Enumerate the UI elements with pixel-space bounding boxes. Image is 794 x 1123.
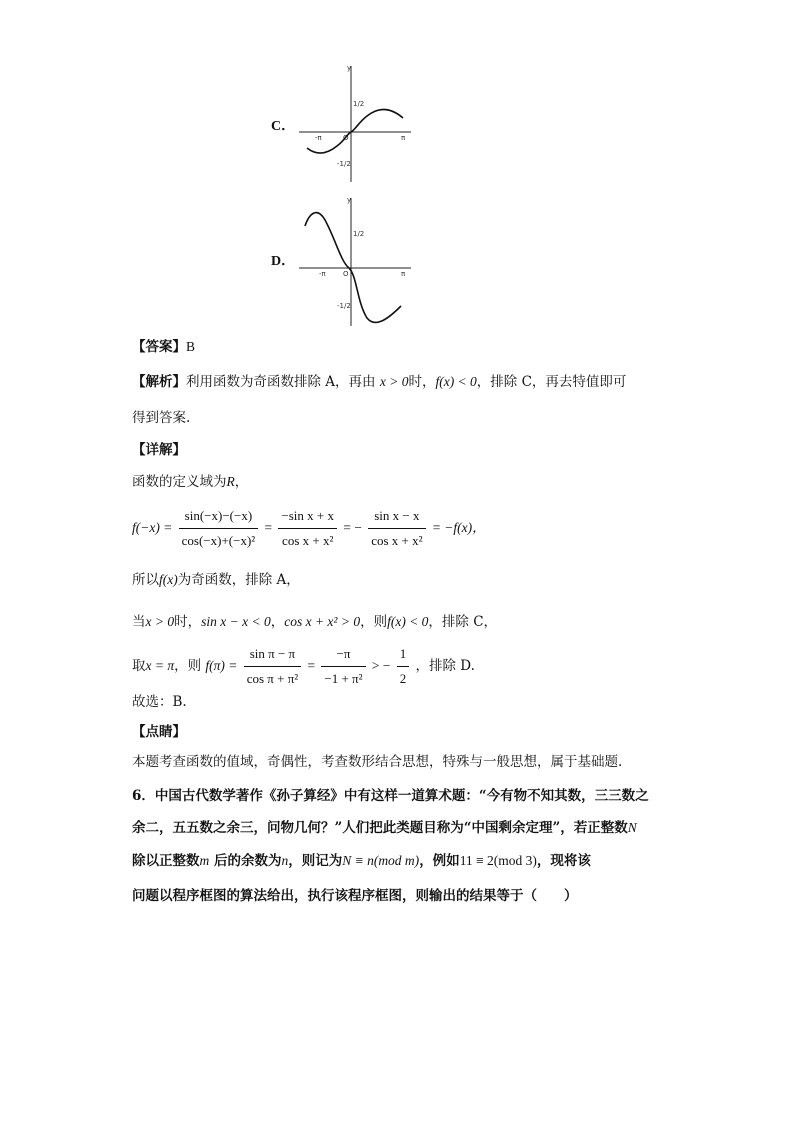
q6-l3-e: ，现将该 (536, 853, 591, 869)
detail-take (132, 644, 475, 689)
c-ypos-label: 1/2 (353, 100, 365, 108)
when-c1: sin x − x < 0 (201, 614, 271, 629)
d-origin-label: O (343, 270, 349, 278)
when-sep: ， (270, 614, 285, 630)
take-eq: = (307, 658, 316, 673)
odd-text-a: 所以 (132, 572, 159, 588)
d-y-label: y (347, 196, 352, 204)
take-b: ，则 (174, 658, 202, 674)
take-f: f(π) = (205, 658, 238, 673)
when-c2: cos x + x² > 0 (284, 614, 361, 629)
analysis-text-a: 利用函数为奇函数排除 A，再由 (186, 374, 376, 390)
q6-l3-c: ，则记为 (288, 853, 343, 869)
when-c: ，则 (360, 614, 388, 630)
eq-f3-num: sin x − x (368, 506, 425, 529)
domain-end: ， (234, 474, 249, 490)
odd-text-b: 为奇函数，排除 A， (177, 572, 300, 588)
when-a: 当 (132, 614, 146, 630)
d-yneg-label: -1/2 (337, 302, 351, 310)
take-f3-num: 1 (397, 644, 410, 667)
detail-odd (132, 570, 300, 590)
c-curve (307, 110, 403, 154)
when-f: f(x) < 0 (387, 614, 429, 629)
take-fraction-1 (244, 644, 301, 689)
q6-l3-b: 后的余数为 (213, 853, 282, 869)
take-f1-den: cos π + π² (246, 671, 299, 686)
d-ypos-label: 1/2 (353, 230, 365, 238)
eq-lhs: f(−x) = (132, 520, 173, 535)
q6-line-2 (132, 818, 637, 838)
eq-f3-den: cos x + x² (371, 533, 423, 548)
option-c-graph (297, 60, 415, 185)
take-f3-den: 2 (399, 671, 407, 686)
d-xpos-label: π (401, 270, 406, 278)
domain-R: R (226, 474, 235, 489)
q6-line2-text: 余二，五五数之余三，问物几何？”人们把此类题目称为“中国剩余定理”，若正整数 (132, 820, 628, 836)
q6-n: n (281, 853, 289, 868)
option-d-graph (297, 192, 415, 330)
c-xneg-label: -π (315, 134, 322, 142)
answer-value: B (186, 339, 196, 354)
detail-label: 【详解】 (132, 442, 186, 458)
q6-l3-d: ，例如 (419, 853, 460, 869)
eq-fraction-1 (179, 506, 259, 551)
q6-line-4: 问题以程序框图的算法给出，执行该程序框图，则输出的结果等于（ ） (132, 888, 578, 904)
take-fraction-2 (321, 644, 365, 689)
option-d-label: D． (271, 254, 296, 269)
take-gt: > − (371, 658, 391, 673)
take-c: ，排除 D. (415, 658, 475, 674)
q6-expr: N ≡ n(mod m) (342, 853, 420, 868)
eq-f2-num: −sin x + x (278, 506, 337, 529)
detail-domain (132, 472, 248, 492)
eq-f1-num: sin(−x)−(−x) (179, 506, 259, 529)
odd-f: f(x) (159, 572, 178, 587)
eq-f2-den: cos x + x² (282, 533, 334, 548)
eq-fraction-2 (278, 506, 337, 551)
detail-choose: 故选：B. (132, 694, 187, 710)
take-a: 取 (132, 658, 146, 674)
detail-when (132, 612, 497, 632)
answer-label: 【答案】 (132, 339, 186, 355)
c-y-label: y (347, 64, 352, 72)
take-f1-num: sin π − π (244, 644, 301, 667)
eq-eq2: = − (343, 520, 362, 535)
q6-line-3 (132, 851, 591, 871)
analysis-label: 【解析】 (132, 374, 186, 390)
analysis-line-2: 得到答案. (132, 410, 191, 426)
answer-line (132, 337, 195, 357)
domain-text: 函数的定义域为 (132, 474, 227, 490)
analysis-text-c: ，排除 C，再去特值即可 (476, 374, 627, 390)
analysis-f: f(x) < 0 (435, 374, 477, 389)
c-origin-label: O (343, 134, 349, 142)
eq-eq1: = (264, 520, 273, 535)
take-x: x = π (145, 658, 175, 673)
analysis-text-b: 时， (408, 374, 436, 390)
odd-equation (132, 506, 486, 551)
analysis-line-1 (132, 372, 626, 392)
eq-f1-den: cos(−x)+(−x)² (181, 533, 256, 548)
c-xpos-label: π (401, 134, 406, 142)
option-c-label: C． (271, 119, 296, 134)
analysis-cond: x > 0 (379, 374, 409, 389)
when-b: 时， (174, 614, 202, 630)
q6-example: 11 ≡ 2(mod 3) (459, 853, 537, 868)
comment-label: 【点睛】 (132, 724, 186, 740)
eq-rhs: = −f(x)， (431, 520, 486, 535)
c-yneg-label: -1/2 (337, 160, 351, 168)
take-fraction-3 (397, 644, 410, 689)
take-f2-den: −1 + π² (324, 671, 363, 686)
take-f2-num: −π (321, 644, 365, 667)
eq-fraction-3 (368, 506, 425, 551)
comment-text: 本题考查函数的值域，奇偶性，考查数形结合思想，特殊与一般思想，属于基础题. (132, 754, 623, 770)
when-cond: x > 0 (145, 614, 175, 629)
when-d: ，排除 C， (428, 614, 498, 630)
q6-line-1: 6．中国古代数学著作《孙子算经》中有这样一道算术题：“今有物不知其数，三三数之 (132, 788, 649, 804)
q6-m: m (199, 853, 210, 868)
q6-N: N (627, 820, 637, 835)
q6-l3-a: 除以正整数 (132, 853, 200, 869)
d-xneg-label: -π (319, 270, 326, 278)
